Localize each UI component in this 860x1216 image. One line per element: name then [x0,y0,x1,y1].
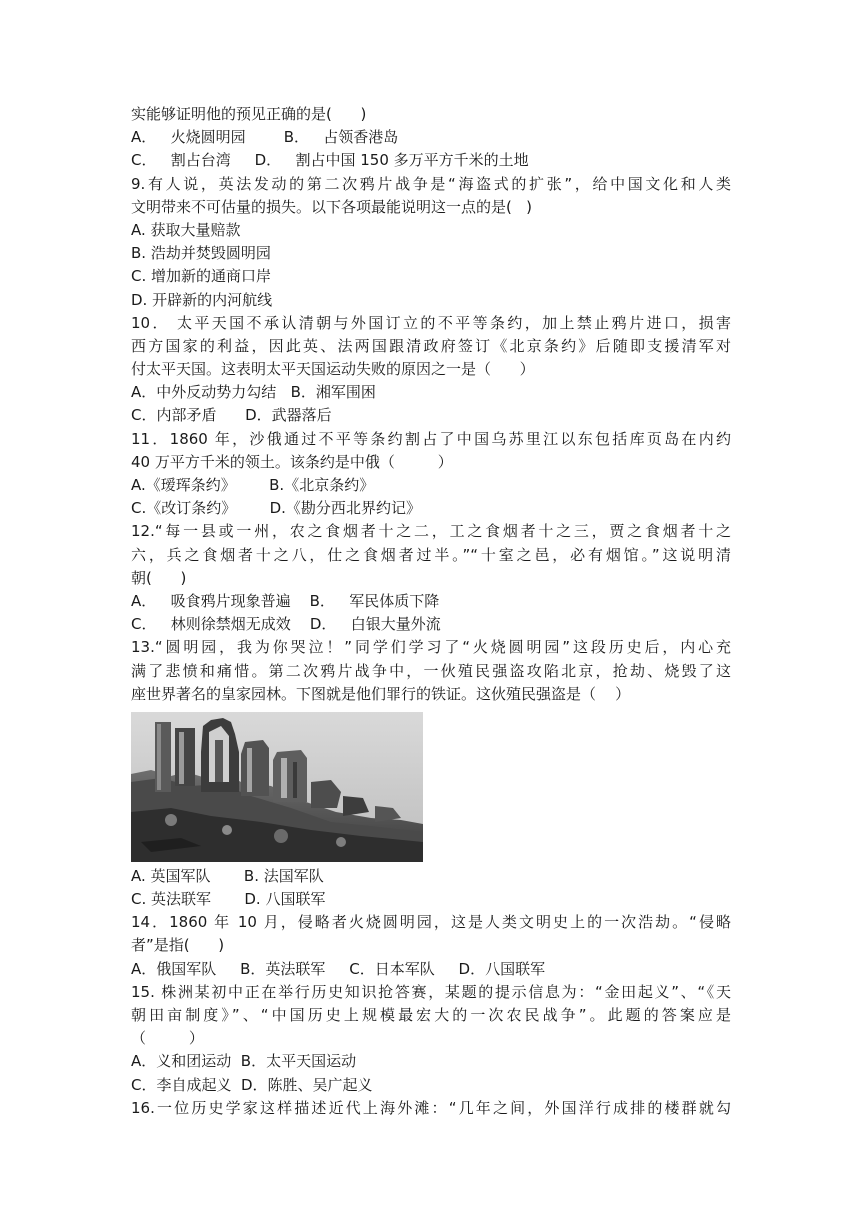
text-line: 朝田亩制度》”、“中国历史上规模最宏大的一次农民战争”。此题的答案应是 [131,1006,731,1024]
text-line: C． 割占台湾 D． 割占中国 150 多万平方千米的土地 [131,151,529,170]
text-line: 10． 太平天国不承认清朝与外国订立的不平等条约，加上禁止鸦片进口，损害 [131,313,731,332]
text-line: C．内部矛盾 D．武器落后 [131,406,332,425]
text-line: A.《瑷珲条约》 B.《北京条约》 [131,476,375,494]
text-line: 16.一位历史学家这样描述近代上海外滩：“几年之间，外国洋行成排的楼群就勾 [131,1098,731,1117]
text-line: 西方国家的利益，因此英、法两国跟清政府签订《北京条约》后随即支援清军对 [131,336,731,355]
text-line: 者”是指( ) [131,936,225,955]
text-line: 文明带来不可估量的损失。以下各项最能说明这一点的是( ) [131,197,533,216]
text-line: A． 吸食鸦片现象普遍 B． 军民体质下降 [131,591,440,610]
text-line: A. 英国军队 B. 法国军队 [131,866,324,885]
text-line: A．义和团运动 B．太平天国运动 [131,1052,357,1071]
text-line: C. 增加新的通商口岸 [131,267,272,286]
text-line: 付太平天国。这表明太平天国运动失败的原因之一是（ ） [131,360,535,379]
text-line: 11．1860 年，沙俄通过不平等条约割占了中国乌苏里江以东包括库页岛在内约 [131,429,731,448]
text-line: 9.有人说，英法发动的第二次鸦片战争是“海盗式的扩张”，给中国文化和人类 [131,174,731,193]
text-line: 14．1860 年 10 月，侵略者火烧圆明园，这是人类文明史上的一次浩劫。“侵略 [131,913,731,932]
text-line: C. 英法联军 D. 八国联军 [131,890,326,909]
ruins-photo [131,712,423,862]
text-block-bottom [131,865,731,1120]
text-line: 座世界著名的皇家园林。下图就是他们罪行的铁证。这伙殖民强盗是（ ） [131,684,631,703]
text-block-top [131,103,731,706]
text-line: A． 火烧圆明园 B． 占领香港岛 [131,128,399,147]
document-page [131,103,731,1120]
text-line: A．中外反动势力勾结 B．湘军围困 [131,383,376,402]
text-line: 13.“圆明园，我为你哭泣！”同学们学习了“火烧圆明园”这段历史后，内心充 [131,638,731,657]
text-line: C.《改订条约》 D.《勘分西北界约记》 [131,499,421,518]
text-line: 12.“每一县或一州，农之食烟者十之二，工之食烟者十之三，贾之食烟者十之 [131,522,731,541]
text-line: A. 获取大量赔款 [131,220,241,239]
text-line: 六，兵之食烟者十之八，仕之食烟者过半。”“十室之邑，必有烟馆。”这说明清 [131,545,731,564]
text-line: 15. 株洲某初中正在举行历史知识抢答赛，某题的提示信息为：“金田起义”、“《天 [131,982,731,1001]
text-line: 实能够证明他的预见正确的是( ) [131,105,367,123]
text-line: 朝( ) [131,568,187,587]
text-line: C．李自成起义 D．陈胜、吴广起义 [131,1075,373,1094]
text-line: B. 浩劫并焚毁圆明园 [131,244,271,263]
text-line: 40 万平方千米的领土。该条约是中俄（ ） [131,452,453,471]
text-line: （ ） [131,1029,204,1048]
text-line: 满了悲愤和痛惜。第二次鸦片战争中，一伙殖民强盗攻陷北京，抢劫、烧毁了这 [131,661,731,680]
text-line: C． 林则徐禁烟无成效 D． 白银大量外流 [131,615,441,634]
text-line: D. 开辟新的内河航线 [131,290,273,309]
text-line: A．俄国军队 B．英法联军 C．日本军队 D．八国联军 [131,959,546,978]
